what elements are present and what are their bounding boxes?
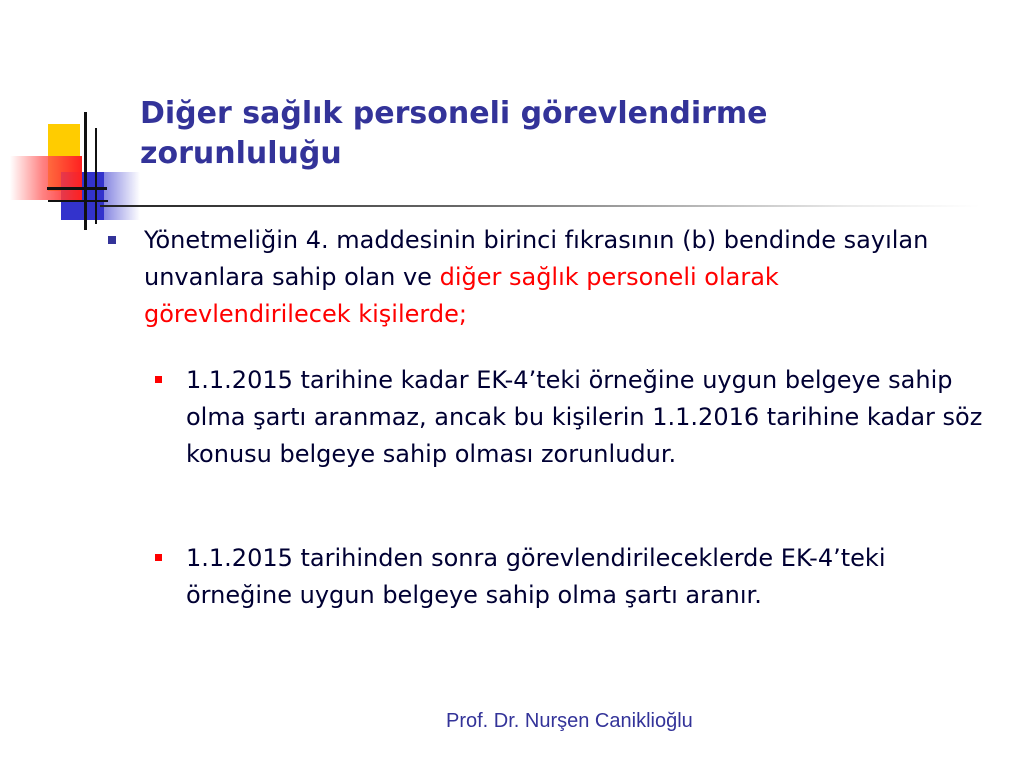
main-bullet-highlight-text: diğer sağlık personeli olarak görevlendirilecek kişilerde; bbox=[144, 263, 779, 328]
red-fade-square bbox=[10, 156, 82, 200]
footer-author: Prof. Dr. Nurşen Caniklioğlu bbox=[446, 710, 693, 732]
logo-vertical-line bbox=[84, 112, 87, 230]
blue-fade-square bbox=[85, 172, 140, 220]
logo-horizontal-line bbox=[47, 187, 107, 190]
square-bullet-icon bbox=[155, 554, 162, 561]
slide-title: Diğer sağlık personeli görevlendirme zorunluluğu bbox=[140, 96, 768, 171]
sub-bullet-text: 1.1.2015 tarihine kadar EK-4’teki örneğine uygun belgeye sahip olma şartı aranmaz, ancak bu kişilerin 1.1.2016 tarihine kadar söz konusu belgeye sahip olması zorunludur. bbox=[186, 366, 983, 468]
logo-vertical-line bbox=[95, 128, 97, 224]
main-bullet-plain-text: Yönetmeliğin 4. maddesinin birinci fıkrasının (b) bendinde sayılan unvanlara sahip olan ve bbox=[144, 226, 929, 291]
square-bullet-icon bbox=[108, 236, 116, 244]
main-bullet-text bbox=[144, 222, 984, 333]
title-divider bbox=[100, 205, 980, 207]
square-bullet-icon bbox=[155, 376, 162, 383]
logo-horizontal-line bbox=[48, 200, 108, 202]
sub-bullet-text: 1.1.2015 tarihinden sonra görevlendirileceklerde EK-4’teki örneğine uygun belgeye sahip olma şartı aranır. bbox=[186, 544, 886, 609]
